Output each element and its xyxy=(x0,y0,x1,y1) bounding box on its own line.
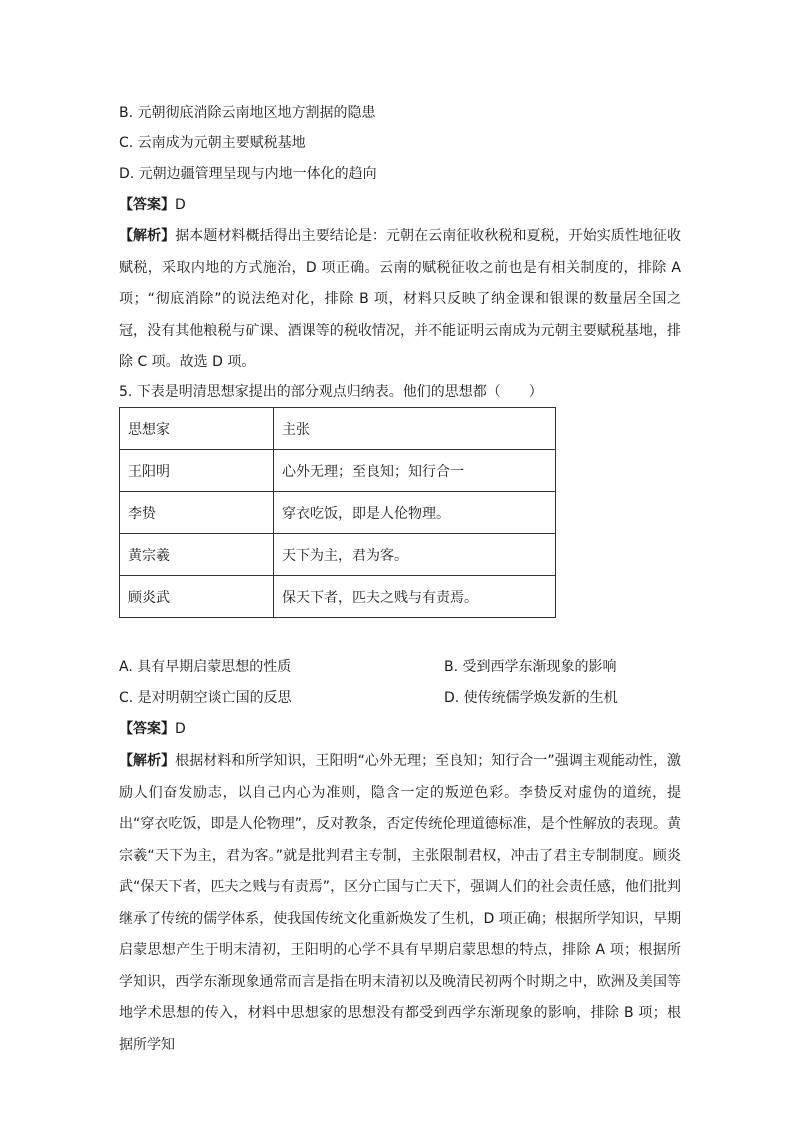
table-cell-view: 穿衣吃饭，即是人伦物理。 xyxy=(274,492,556,534)
q5-stem: 5. 下表是明清思想家提出的部分观点归纳表。他们的思想都（ ） xyxy=(119,384,543,400)
q4-option-d: D. 元朝边疆管理呈现与内地一体化的趋向 xyxy=(119,166,377,182)
q5-option-a: A. 具有早期启蒙思想的性质 xyxy=(119,659,292,675)
analysis-text: 据本题材料概括得出主要结论是：元朝在云南征收秋税和夏税，开始实质性地征收赋税，采取内地的方式施治，D 项正确。云南的赋税征收之前也是有相关制度的，排除 A 项；“彻底消除”的说法绝对化，排除 B 项，材料只反映了纳金课和银课的数量居全国之冠，没有其他粮税与矿课、酒课等的税收情况，并不能证明云南成为元朝主要赋税基地，排除 C 项。故选 D 项。 xyxy=(119,228,682,370)
answer-label: 【答案】 xyxy=(119,197,175,213)
q4-option-c: C. 云南成为元朝主要赋税基地 xyxy=(119,135,306,151)
table-cell-view: 心外无理；至良知；知行合一 xyxy=(274,450,556,492)
table-row xyxy=(120,534,556,576)
q5-option-d: D. 使传统儒学焕发新的生机 xyxy=(444,690,618,706)
table-cell-view: 天下为主，君为客。 xyxy=(274,534,556,576)
answer-value: D xyxy=(175,197,186,213)
analysis-label: 【解析】 xyxy=(119,753,176,769)
answer-label: 【答案】 xyxy=(119,721,175,737)
q5-answer xyxy=(119,719,186,739)
analysis-label: 【解析】 xyxy=(119,228,176,244)
q5-analysis xyxy=(119,746,681,1061)
table-cell-thinker: 黄宗羲 xyxy=(120,534,274,576)
q4-option-b: B. 元朝彻底消除云南地区地方割据的隐患 xyxy=(119,105,376,121)
thinkers-table xyxy=(119,407,556,618)
table-cell-thinker: 王阳明 xyxy=(120,450,274,492)
q4-analysis xyxy=(119,221,681,379)
table-cell-thinker: 顾炎武 xyxy=(120,576,274,618)
table-row xyxy=(120,492,556,534)
table-row xyxy=(120,450,556,492)
table-header-cell: 思想家 xyxy=(120,408,274,450)
table-header-cell: 主张 xyxy=(274,408,556,450)
q4-answer xyxy=(119,195,186,215)
table-cell-thinker: 李贽 xyxy=(120,492,274,534)
table-header-row xyxy=(120,408,556,450)
answer-value: D xyxy=(175,721,186,737)
analysis-text: 根据材料和所学知识，王阳明“心外无理；至良知；知行合一”强调主观能动性，激励人们奋发励志，以自己内心为准则，隐含一定的叛逆色彩。李贽反对虚伪的道统，提出“穿衣吃饭，即是人伦物理”，反对教条，否定传统伦理道德标准，是个性解放的表现。黄宗羲“天下为主，君为客。”就是批判君主专制，主张限制君权，冲击了君主专制制度。顾炎武“保天下者，匹夫之贱与有责焉”，区分亡国与亡天下，强调人们的社会责任感，他们批判继承了传统的儒学体系，使我国传统文化重新焕发了生机，D 项正确；根据所学知识，早期启蒙思想产生于明末清初，王阳明的心学不具有早期启蒙思想的特点，排除 A 项；根据所学知识，西学东渐现象通常而言是指在明末清初以及晚清民初两个时期之中，欧洲及美国等地学术思想的传入，材料中思想家的思想没有都受到西学东渐现象的影响，排除 B 项；根据所学知 xyxy=(119,753,681,1053)
table-cell-view: 保天下者，匹夫之贱与有责焉。 xyxy=(274,576,556,618)
q5-option-b: B. 受到西学东渐现象的影响 xyxy=(444,659,617,675)
table-row xyxy=(120,576,556,618)
q5-option-c: C. 是对明朝空谈亡国的反思 xyxy=(119,690,292,706)
